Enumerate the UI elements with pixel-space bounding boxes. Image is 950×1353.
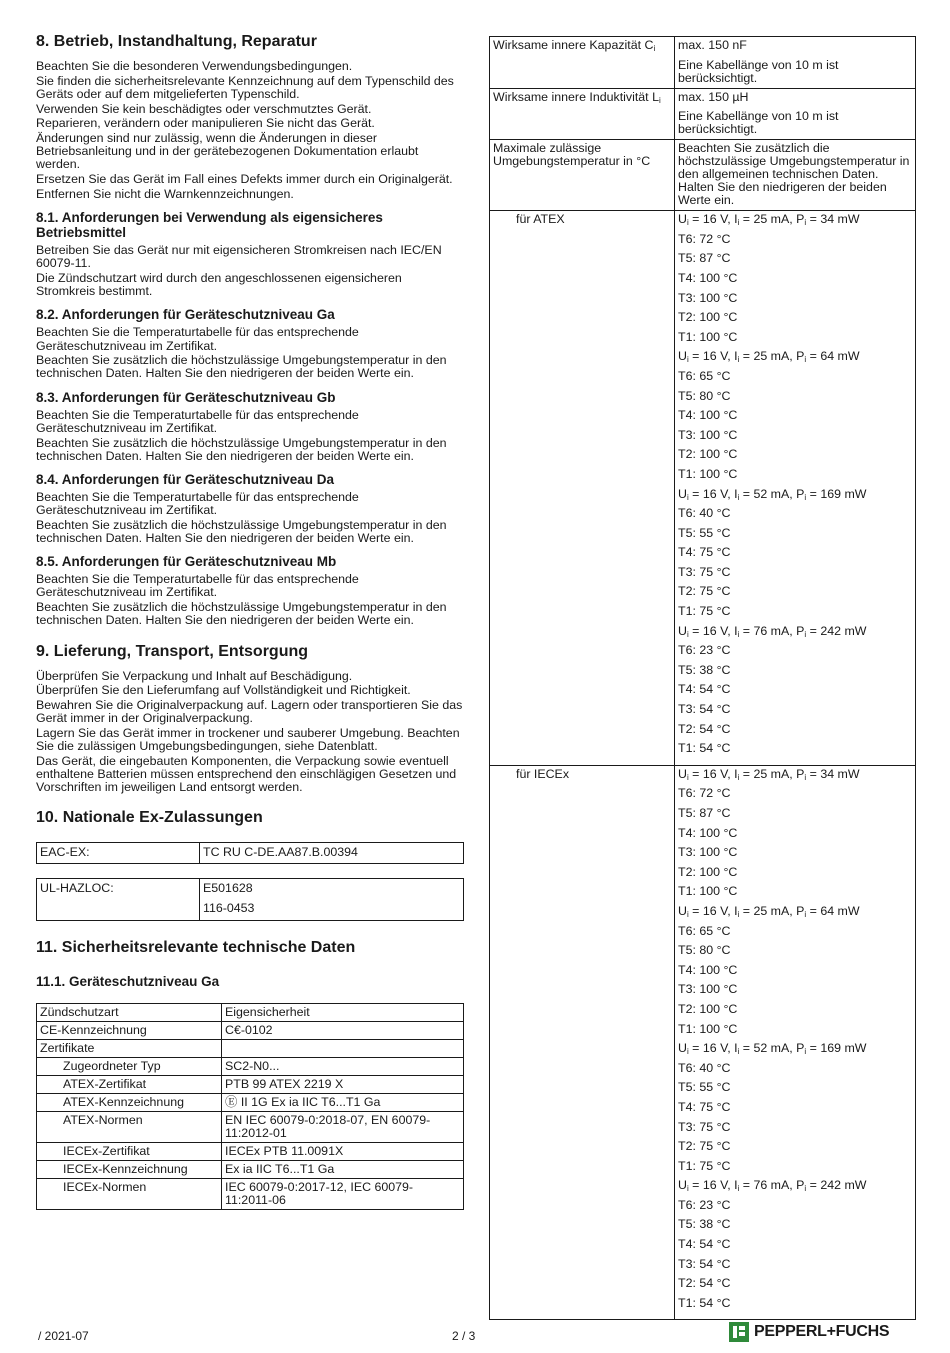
paragraph: Das Gerät, die eingebauten Komponenten, die Verpackung sowie eventuell enthaltene Batterien müssen entsprechend den einschlägigen Gesetzen und Vorschriften im jeweiligen Land entsorgt werden. bbox=[36, 753, 457, 795]
paragraph: Lagern Sie das Gerät immer in trockener und sauberer Umgebung. Beachten Sie die zulässigen Umgebungsbedingungen, siehe Datenblatt. bbox=[36, 725, 460, 754]
paragraph: Sie finden die sicherheitsrelevante Kennzeichnung auf dem Typenschild des Geräts oder auf dem mitgelieferten Typenschild. bbox=[36, 73, 454, 101]
temperature-class-value: T6: 72 °C bbox=[678, 231, 731, 246]
paragraph: Beachten Sie die Temperaturtabelle für das entsprechende Geräteschutzniveau im Zertifikat. bbox=[36, 572, 359, 600]
paragraph: Beachten Sie die Temperaturtabelle für das entsprechende Geräteschutzniveau im Zertifikat. bbox=[36, 407, 359, 435]
temperature-class-value: T5: 38 °C bbox=[678, 662, 731, 677]
temperature-class-value: T2: 54 °C bbox=[678, 721, 731, 736]
temp-note: Beachten Sie zusätzlich die höchstzulässige Umgebungstemperatur in den allgemeinen technischen Daten. Halten Sie den niedrigeren der beiden Werte ein. bbox=[675, 140, 916, 211]
electrical-parameters: $U_i = 16$ V, $I_i = 76$ mA, $P_i = 242$ mW bbox=[678, 1178, 867, 1194]
section-11-title: 11. Sicherheitsrelevante technische Daten bbox=[36, 939, 356, 957]
paragraph: Entfernen Sie nicht die Warnkennzeichnungen. bbox=[36, 186, 294, 201]
table-row bbox=[37, 1076, 464, 1094]
paragraph: Beachten Sie die Temperaturtabelle für das entsprechende Geräteschutzniveau im Zertifikat. bbox=[36, 489, 359, 518]
row-value: Eigensicherheit bbox=[222, 1004, 464, 1022]
row-value: IECEx PTB 11.0091X bbox=[222, 1143, 464, 1161]
section-9-title: 9. Lieferung, Transport, Entsorgung bbox=[36, 642, 309, 660]
temperature-class-value: T2: 100 °C bbox=[678, 447, 738, 462]
paragraph: Beachten Sie zusätzlich die höchstzulässige Umgebungstemperatur in den technischen Daten. Halten Sie den niedrigeren der beiden Werte ein. bbox=[36, 517, 447, 546]
temp-label: Maximale zulässige Umgebungstemperatur in °C bbox=[490, 140, 675, 211]
table-row bbox=[37, 843, 464, 864]
paragraph: Beachten Sie die besonderen Verwendungsbedingungen. bbox=[36, 59, 353, 73]
row-value: IEC 60079-0:2017-12, IEC 60079-11:2011-06 bbox=[222, 1179, 464, 1210]
temperature-class-value: T5: 87 °C bbox=[678, 251, 731, 266]
ul-value: 116-0453 bbox=[203, 900, 255, 915]
temperature-class-value: T1: 54 °C bbox=[678, 741, 731, 756]
temperature-class-value: T5: 55 °C bbox=[678, 1080, 731, 1095]
section-8-4-title: 8.4. Anforderungen für Geräteschutzniveau Da bbox=[36, 471, 335, 487]
paragraph: Überprüfen Sie den Lieferumfang auf Vollständigkeit und Richtigkeit. bbox=[36, 683, 411, 698]
section-10-title: 10. Nationale Ex-Zulassungen bbox=[36, 809, 263, 827]
paragraph: Beachten Sie die Temperaturtabelle für das entsprechende Geräteschutzniveau im Zertifikat. bbox=[36, 325, 359, 353]
electrical-parameters: $U_i = 16$ V, $I_i = 25$ mA, $P_i = 34$ mW bbox=[678, 212, 860, 228]
section-8-3-title: 8.3. Anforderungen für Geräteschutzniveau Gb bbox=[36, 389, 336, 405]
temperature-class-value: T2: 54 °C bbox=[678, 1276, 731, 1291]
temperature-class-value: T1: 100 °C bbox=[678, 884, 738, 899]
temperature-class-value: T3: 75 °C bbox=[678, 564, 731, 579]
brand-logo-icon bbox=[729, 1322, 749, 1342]
table-row bbox=[37, 1022, 464, 1040]
table-row bbox=[490, 765, 916, 1320]
table-row bbox=[37, 1094, 464, 1112]
row-value: C€-0102 bbox=[222, 1022, 464, 1040]
footer-page-number: 2 / 3 bbox=[452, 1329, 476, 1343]
temperature-class-value: T5: 38 °C bbox=[678, 1217, 731, 1232]
table-row bbox=[37, 1179, 464, 1210]
temperature-class-value: T4: 100 °C bbox=[678, 962, 738, 977]
left-column bbox=[36, 32, 464, 1210]
section-8-3 bbox=[36, 390, 464, 463]
row-value: EN IEC 60079-0:2018-07, EN 60079-11:2012-01 bbox=[222, 1112, 464, 1143]
section-8-1 bbox=[36, 210, 464, 298]
row-value: Ⓔ II 1G Ex ia IIC T6...T1 Ga bbox=[222, 1094, 464, 1112]
section-10 bbox=[36, 808, 464, 921]
section-11 bbox=[36, 938, 464, 1210]
paragraph: Beachten Sie zusätzlich die höchstzulässige Umgebungstemperatur in den technischen Daten. Halten Sie den niedrigeren der beiden Werte ein. bbox=[36, 353, 447, 381]
table-row bbox=[37, 1112, 464, 1143]
section-8-4 bbox=[36, 472, 464, 545]
temperature-class-value: T1: 100 °C bbox=[678, 1021, 738, 1036]
row-label: ATEX-Kennzeichnung bbox=[37, 1094, 222, 1112]
inductance-label: Wirksame innere Induktivität $L_i$ bbox=[490, 88, 675, 140]
row-value bbox=[222, 1040, 464, 1058]
temperature-class-value: T6: 65 °C bbox=[678, 368, 731, 383]
electrical-parameters: $U_i = 16$ V, $I_i = 25$ mA, $P_i = 34$ mW bbox=[678, 766, 860, 782]
electrical-data-table bbox=[489, 36, 916, 1320]
temperature-class-value: T3: 54 °C bbox=[678, 702, 731, 717]
row-value: PTB 99 ATEX 2219 X bbox=[222, 1076, 464, 1094]
paragraph: Ersetzen Sie das Gerät im Fall eines Defekts immer durch ein Originalgerät. bbox=[36, 172, 453, 187]
paragraph: Änderungen sind nur zulässig, wenn die Änderungen in dieser Betriebsanleitung und in der gerätebezogenen Dokumentation erlaubt werden. bbox=[36, 131, 419, 172]
paragraph: Bewahren Sie die Originalverpackung auf. Lagern oder transportieren Sie das Gerät immer in der Originalverpackung. bbox=[36, 698, 463, 726]
temperature-class-value: T2: 100 °C bbox=[678, 310, 738, 325]
electrical-parameters: $U_i = 16$ V, $I_i = 52$ mA, $P_i = 169$ mW bbox=[678, 486, 867, 502]
temperature-class-value: T6: 40 °C bbox=[678, 1060, 731, 1075]
temperature-class-value: T1: 75 °C bbox=[678, 604, 731, 619]
electrical-parameters: $U_i = 16$ V, $I_i = 52$ mA, $P_i = 169$ mW bbox=[678, 1041, 867, 1057]
temperature-class-value: T1: 54 °C bbox=[678, 1295, 731, 1310]
table-row bbox=[37, 1058, 464, 1076]
temperature-class-value: T3: 100 °C bbox=[678, 845, 738, 860]
eac-value: TC RU C-DE.AA87.B.00394 bbox=[200, 843, 464, 864]
table-row bbox=[490, 140, 916, 211]
temperature-class-value: T4: 75 °C bbox=[678, 1099, 731, 1114]
atex-label: für ATEX bbox=[490, 211, 675, 766]
section-8-1-title: 8.1. Anforderungen bei Verwendung als eigensicheres Betriebsmittel bbox=[36, 210, 383, 241]
temperature-class-value: T4: 54 °C bbox=[678, 682, 731, 697]
row-label: CE-Kennzeichnung bbox=[37, 1022, 222, 1040]
atex-values bbox=[675, 211, 916, 766]
temperature-class-value: T1: 100 °C bbox=[678, 329, 738, 344]
temperature-class-value: T2: 75 °C bbox=[678, 1139, 731, 1154]
section-11-1-title: 11.1. Geräteschutzniveau Ga bbox=[36, 974, 220, 990]
electrical-parameters: $U_i = 16$ V, $I_i = 25$ mA, $P_i = 64$ mW bbox=[678, 903, 860, 919]
row-label: Zündschutzart bbox=[37, 1004, 222, 1022]
temperature-class-value: T5: 80 °C bbox=[678, 388, 731, 403]
table-row bbox=[37, 1161, 464, 1179]
temperature-class-value: T3: 100 °C bbox=[678, 427, 738, 442]
section-8-2-title: 8.2. Anforderungen für Geräteschutzniveau Ga bbox=[36, 307, 335, 323]
temperature-class-value: T3: 100 °C bbox=[678, 982, 738, 997]
temperature-class-value: T6: 23 °C bbox=[678, 1197, 731, 1212]
ul-value: E501628 bbox=[203, 881, 253, 896]
table-row bbox=[37, 1040, 464, 1058]
inductance-values: max. 150 µH Eine Kabellänge von 10 m ist berücksichtigt. bbox=[675, 88, 916, 140]
electrical-parameters: $U_i = 16$ V, $I_i = 76$ mA, $P_i = 242$ mW bbox=[678, 623, 867, 639]
paragraph: Verwenden Sie kein beschädigtes oder verschmutztes Gerät. bbox=[36, 101, 372, 116]
temperature-class-value: T1: 100 °C bbox=[678, 466, 738, 481]
section-8-2 bbox=[36, 307, 464, 380]
paragraph: Die Zündschutzart wird durch den angeschlossenen eigensicheren Stromkreis bestimmt. bbox=[36, 270, 402, 299]
section-8-5-title: 8.5. Anforderungen für Geräteschutzniveau Mb bbox=[36, 554, 337, 570]
temperature-class-value: T4: 100 °C bbox=[678, 408, 738, 423]
table-row bbox=[37, 1143, 464, 1161]
table-row bbox=[490, 37, 916, 89]
temperature-class-value: T3: 54 °C bbox=[678, 1256, 731, 1271]
right-column bbox=[489, 36, 916, 1320]
ga-table bbox=[36, 1003, 464, 1210]
section-9 bbox=[36, 642, 464, 795]
capacitance-values: max. 150 nF Eine Kabellänge von 10 m ist berücksichtigt. bbox=[675, 37, 916, 89]
temperature-class-value: T2: 75 °C bbox=[678, 584, 731, 599]
section-8-title: 8. Betrieb, Instandhaltung, Reparatur bbox=[36, 33, 317, 50]
iecex-values bbox=[675, 765, 916, 1320]
paragraph: Betreiben Sie das Gerät nur mit eigensicheren Stromkreisen nach IEC/EN 60079-11. bbox=[36, 243, 442, 271]
temperature-class-value: T4: 75 °C bbox=[678, 545, 731, 560]
temperature-class-value: T4: 100 °C bbox=[678, 270, 738, 285]
row-label: IECEx-Zertifikat bbox=[37, 1143, 222, 1161]
temperature-class-value: T4: 54 °C bbox=[678, 1237, 731, 1252]
temperature-class-value: T5: 55 °C bbox=[678, 525, 731, 540]
iecex-label: für IECEx bbox=[490, 765, 675, 1320]
temperature-class-value: T3: 100 °C bbox=[678, 290, 738, 305]
temperature-class-value: T5: 87 °C bbox=[678, 806, 731, 820]
ul-values bbox=[200, 879, 464, 921]
eac-table bbox=[36, 842, 464, 864]
temperature-class-value: T6: 72 °C bbox=[678, 786, 731, 801]
temperature-class-value: T4: 100 °C bbox=[678, 825, 738, 840]
section-8-5 bbox=[36, 554, 464, 627]
temperature-class-value: T3: 75 °C bbox=[678, 1119, 731, 1134]
section-8 bbox=[36, 32, 464, 201]
paragraph: Überprüfen Sie Verpackung und Inhalt auf Beschädigung. bbox=[36, 668, 353, 683]
table-row bbox=[37, 879, 464, 921]
row-label: Zertifikate bbox=[37, 1040, 222, 1058]
footer-date: / 2021-07 bbox=[38, 1329, 89, 1343]
row-label: ATEX-Zertifikat bbox=[37, 1076, 222, 1094]
electrical-parameters: $U_i = 16$ V, $I_i = 25$ mA, $P_i = 64$ mW bbox=[678, 349, 860, 365]
ul-table bbox=[36, 878, 464, 921]
temperature-class-value: T1: 75 °C bbox=[678, 1158, 731, 1173]
temperature-class-value: T5: 80 °C bbox=[678, 943, 731, 958]
table-row bbox=[490, 211, 916, 766]
brand-name: PEPPERL+FUCHS bbox=[754, 1323, 890, 1340]
paragraph: Beachten Sie zusätzlich die höchstzulässige Umgebungstemperatur in den technischen Daten. Halten Sie den niedrigeren der beiden Werte ein. bbox=[36, 435, 447, 463]
row-value: SC2-N0... bbox=[222, 1058, 464, 1076]
row-label: IECEx-Normen bbox=[37, 1179, 222, 1210]
row-label: Zugeordneter Typ bbox=[37, 1058, 222, 1076]
temperature-class-value: T6: 23 °C bbox=[678, 643, 731, 658]
brand-logo bbox=[729, 1322, 889, 1342]
row-label: ATEX-Normen bbox=[37, 1112, 222, 1143]
table-row bbox=[490, 88, 916, 140]
temperature-class-value: T2: 100 °C bbox=[678, 1001, 738, 1016]
row-label: IECEx-Kennzeichnung bbox=[37, 1161, 222, 1179]
table-row bbox=[37, 1004, 464, 1022]
temperature-class-value: T2: 100 °C bbox=[678, 864, 738, 879]
capacitance-label: Wirksame innere Kapazität $C_i$ bbox=[490, 37, 675, 89]
row-value: Ex ia IIC T6...T1 Ga bbox=[222, 1161, 464, 1179]
eac-label: EAC-EX: bbox=[37, 843, 200, 864]
paragraph: Beachten Sie zusätzlich die höchstzulässige Umgebungstemperatur in den technischen Daten. Halten Sie den niedrigeren der beiden Werte ein. bbox=[36, 600, 447, 628]
temperature-class-value: T6: 65 °C bbox=[678, 923, 731, 938]
temperature-class-value: T6: 40 °C bbox=[678, 506, 731, 521]
ul-label: UL-HAZLOC: bbox=[37, 879, 200, 921]
paragraph: Reparieren, verändern oder manipulieren Sie nicht das Gerät. bbox=[36, 116, 375, 131]
